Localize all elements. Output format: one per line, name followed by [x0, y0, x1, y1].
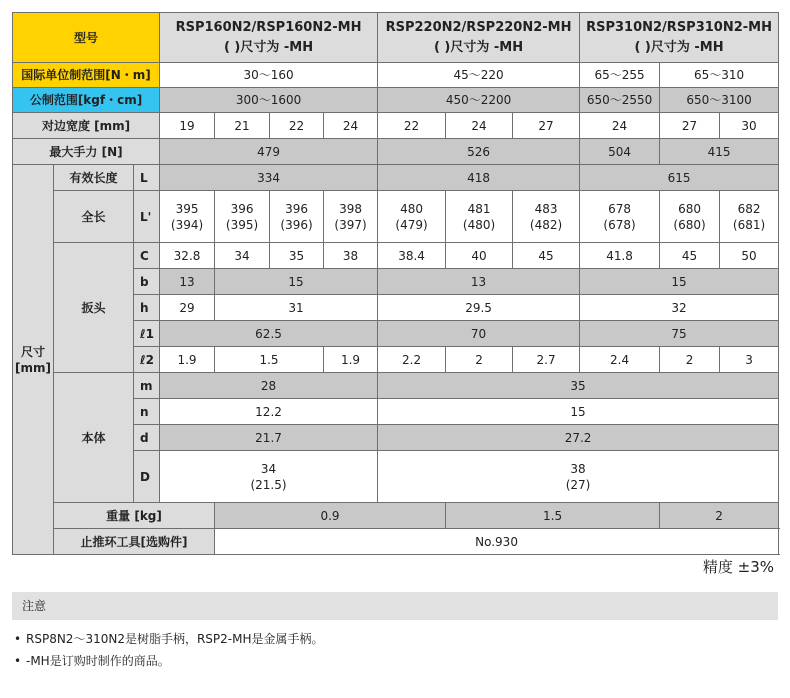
- table-cell: 2.2: [378, 347, 446, 373]
- table-cell: 13: [378, 269, 580, 295]
- notes-list: [12, 628, 324, 672]
- cell-mh-value: (397): [334, 217, 367, 232]
- precision-note: 精度 ±3%: [702, 558, 774, 576]
- symbol-cell: L': [134, 191, 160, 243]
- cell-value: 678: [608, 201, 631, 216]
- model-note: ( )尺寸为 -MH: [433, 39, 524, 55]
- table-cell: 650～2550: [580, 88, 660, 113]
- table-cell: 12.2: [160, 399, 378, 425]
- table-cell: 29: [160, 295, 215, 321]
- symbol-cell: ℓ2: [134, 347, 160, 373]
- bullet-icon: •: [14, 632, 22, 646]
- table-cell: [270, 191, 324, 243]
- table-cell: [446, 191, 513, 243]
- table-cell: 30: [720, 113, 779, 139]
- cell-mh-value: (27): [565, 477, 591, 492]
- table-cell: 62.5: [160, 321, 378, 347]
- table-cell: 70: [378, 321, 580, 347]
- cell-mh-value: (395): [225, 217, 259, 232]
- table-cell: 65～310: [660, 63, 779, 88]
- table-cell: 418: [378, 165, 580, 191]
- table-cell: [160, 191, 215, 243]
- table-cell: 27: [513, 113, 580, 139]
- dimension-label: [13, 165, 54, 555]
- dimension-text: 尺寸: [20, 344, 45, 359]
- table-cell: 2.4: [580, 347, 660, 373]
- table-cell: 22: [378, 113, 446, 139]
- table-cell: 65～255: [580, 63, 660, 88]
- table-cell: 1.5: [446, 503, 660, 529]
- table-cell: [160, 451, 378, 503]
- cell-mh-value: (680): [673, 217, 706, 232]
- list-item: [12, 650, 324, 672]
- table-cell: 2: [446, 347, 513, 373]
- table-cell: 1.9: [324, 347, 378, 373]
- cell-mh-value: (479): [395, 217, 428, 232]
- weight-label: 重量 [kg]: [54, 503, 215, 529]
- body-label: 本体: [54, 373, 134, 503]
- symbol-cell: ℓ1: [134, 321, 160, 347]
- cell-mh-value: (396): [280, 217, 313, 232]
- cell-mh-value: (681): [732, 217, 766, 232]
- cell-mh-value: (678): [603, 217, 636, 232]
- table-cell: 28: [160, 373, 378, 399]
- cell-value: 480: [400, 201, 423, 216]
- model-note: ( )尺寸为 -MH: [634, 39, 724, 55]
- symbol-cell: L: [134, 165, 160, 191]
- table-cell: 0.9: [215, 503, 446, 529]
- cell-value: 38: [570, 461, 586, 476]
- table-cell: 45: [513, 243, 580, 269]
- table-cell: 526: [378, 139, 580, 165]
- table-cell: 32.8: [160, 243, 215, 269]
- symbol-cell: C: [134, 243, 160, 269]
- notice-header: 注意: [12, 592, 778, 620]
- wrench-head-label: 扳头: [54, 243, 134, 373]
- width-label: 对边宽度 [mm]: [13, 113, 160, 139]
- table-cell: 24: [324, 113, 378, 139]
- table-cell: 29.5: [378, 295, 580, 321]
- intl-range-label: 国际单位制范围[N・m]: [13, 63, 160, 88]
- cell-value: 398: [339, 201, 362, 216]
- table-cell: 1.5: [215, 347, 324, 373]
- metric-range-label: 公制范围[kgf・cm]: [13, 88, 160, 113]
- model-label: 型号: [13, 13, 160, 63]
- cell-value: 680: [678, 201, 701, 216]
- table-cell: 3: [720, 347, 779, 373]
- model-note: ( )尺寸为 -MH: [223, 39, 314, 55]
- dimension-unit: [mm]: [15, 360, 51, 375]
- symbol-cell: m: [134, 373, 160, 399]
- table-cell: 27: [660, 113, 720, 139]
- table-cell: 50: [720, 243, 779, 269]
- effective-length-label: 有效长度: [54, 165, 134, 191]
- model-rsp220: [378, 13, 580, 63]
- table-cell: 40: [446, 243, 513, 269]
- table-cell: 2.7: [513, 347, 580, 373]
- model-rsp310: [580, 13, 779, 63]
- table-cell: 32: [580, 295, 779, 321]
- table-cell: 31: [215, 295, 378, 321]
- table-cell: 450～2200: [378, 88, 580, 113]
- cell-value: 483: [534, 201, 558, 216]
- table-cell: 15: [378, 399, 779, 425]
- table-cell: 24: [446, 113, 513, 139]
- table-cell: 504: [580, 139, 660, 165]
- cell-mh-value: (480): [462, 217, 496, 232]
- model-name: RSP220N2/RSP220N2-MH: [385, 19, 572, 35]
- total-length-label: 全长: [54, 191, 134, 243]
- table-cell: 334: [160, 165, 378, 191]
- table-cell: 615: [580, 165, 779, 191]
- table-cell: [378, 451, 779, 503]
- note-text: RSP8N2～310N2是树脂手柄，RSP2-MH是金属手柄。: [26, 632, 324, 646]
- cell-mh-value: (394): [170, 217, 204, 232]
- table-cell: 21.7: [160, 425, 378, 451]
- table-cell: 75: [580, 321, 779, 347]
- symbol-cell: h: [134, 295, 160, 321]
- symbol-cell: b: [134, 269, 160, 295]
- cell-mh-value: (482): [529, 217, 563, 232]
- cell-value: 396: [230, 201, 254, 216]
- model-name: RSP160N2/RSP160N2-MH: [175, 19, 362, 35]
- model-rsp160: [160, 13, 378, 63]
- model-name: RSP310N2/RSP310N2-MH: [586, 19, 772, 35]
- force-label: 最大手力 [N]: [13, 139, 160, 165]
- cell-mh-value: (21.5): [250, 477, 287, 492]
- spec-table: [12, 12, 779, 555]
- table-cell: 35: [270, 243, 324, 269]
- note-text: -MH是订购时制作的商品。: [26, 654, 170, 668]
- table-cell: 22: [270, 113, 324, 139]
- symbol-cell: d: [134, 425, 160, 451]
- table-cell: No.930: [215, 529, 779, 555]
- table-cell: [513, 191, 580, 243]
- cell-value: 34: [260, 461, 277, 476]
- cell-value: 396: [285, 201, 308, 216]
- cell-value: 481: [467, 201, 491, 216]
- table-cell: 38: [324, 243, 378, 269]
- table-cell: 1.9: [160, 347, 215, 373]
- table-cell: [324, 191, 378, 243]
- table-cell: 479: [160, 139, 378, 165]
- table-cell: 38.4: [378, 243, 446, 269]
- table-cell: 650～3100: [660, 88, 779, 113]
- list-item: [12, 628, 324, 650]
- table-cell: 15: [215, 269, 378, 295]
- table-cell: 13: [160, 269, 215, 295]
- table-cell: 24: [580, 113, 660, 139]
- table-cell: [215, 191, 270, 243]
- table-cell: 21: [215, 113, 270, 139]
- table-cell: 41.8: [580, 243, 660, 269]
- table-cell: 27.2: [378, 425, 779, 451]
- table-cell: 19: [160, 113, 215, 139]
- cell-value: 395: [175, 201, 199, 216]
- symbol-cell: n: [134, 399, 160, 425]
- bullet-icon: •: [14, 654, 22, 668]
- retaining-ring-tool-label: 止推环工具[选购件]: [54, 529, 215, 555]
- table-cell: [580, 191, 660, 243]
- table-cell: 2: [660, 347, 720, 373]
- table-cell: 45: [660, 243, 720, 269]
- table-cell: 30～160: [160, 63, 378, 88]
- table-cell: [660, 191, 720, 243]
- table-cell: 300～1600: [160, 88, 378, 113]
- table-cell: 34: [215, 243, 270, 269]
- table-cell: [378, 191, 446, 243]
- table-cell: 35: [378, 373, 779, 399]
- symbol-cell: D: [134, 451, 160, 503]
- table-cell: 2: [660, 503, 779, 529]
- table-cell: 15: [580, 269, 779, 295]
- table-cell: 45～220: [378, 63, 580, 88]
- table-cell: [720, 191, 779, 243]
- cell-value: 682: [737, 201, 761, 216]
- table-cell: 415: [660, 139, 779, 165]
